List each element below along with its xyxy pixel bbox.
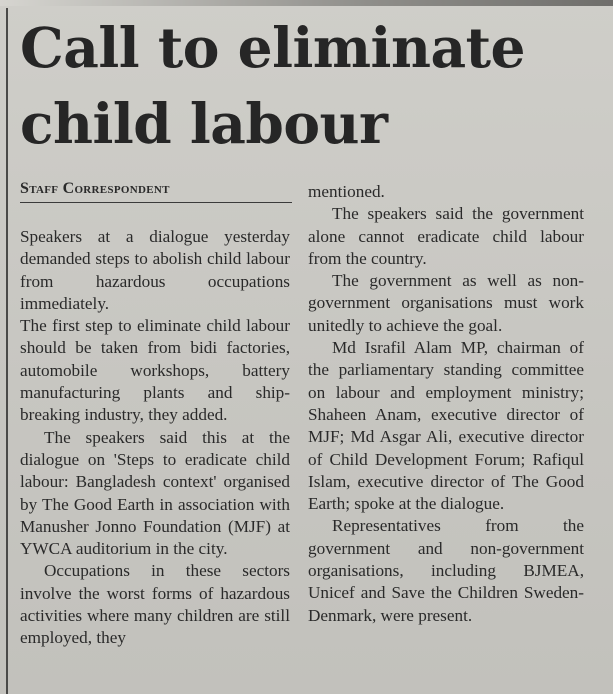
paragraph: The government as well as non-government organisations must work unitedly to achieve the goal. — [308, 271, 584, 335]
article-column-1 — [20, 226, 290, 650]
paragraph: The first step to eliminate child labour should be taken from bidi factories, automobile workshops, battery manufacturing plants and ship-breaking industry, they added. — [20, 316, 290, 425]
paragraph: Md Israfil Alam MP, chairman of the parliamentary standing committee on labour and employment ministry; Shaheen Anam, executive director of MJF; Md Asgar Ali, executive director of Child Development Forum; Rafiqul Islam, executive director of The Good Earth; spoke at the dialogue. — [308, 338, 584, 514]
paragraph: mentioned. — [308, 182, 385, 201]
article-headline: Call to eliminate child labour — [20, 15, 525, 156]
column-divider-rule — [6, 8, 8, 694]
article-column-2 — [308, 181, 584, 627]
paragraph: The speakers said the government alone cannot eradicate child labour from the country. — [308, 204, 584, 268]
paragraph: Representatives from the government and non-government organisations, including BJMEA, Unicef and Save the Children Sweden-Denmark, were present. — [308, 516, 584, 625]
article-byline: Staff Correspondent — [20, 180, 292, 203]
paragraph: Speakers at a dialogue yesterday demanded steps to abolish child labour from hazardous occupations immediately. — [20, 227, 290, 313]
paragraph: Occupations in these sectors involve the worst forms of hazardous activities where many children are still employed, they — [20, 561, 290, 648]
clipping-top-edge — [0, 0, 613, 6]
paragraph: The speakers said this at the dialogue on 'Steps to eradicate child labour: Bangladesh context' organised by The Good Earth in association with Manusher Jonno Foundation (MJF) at YWCA auditorium in the city. — [20, 427, 290, 559]
